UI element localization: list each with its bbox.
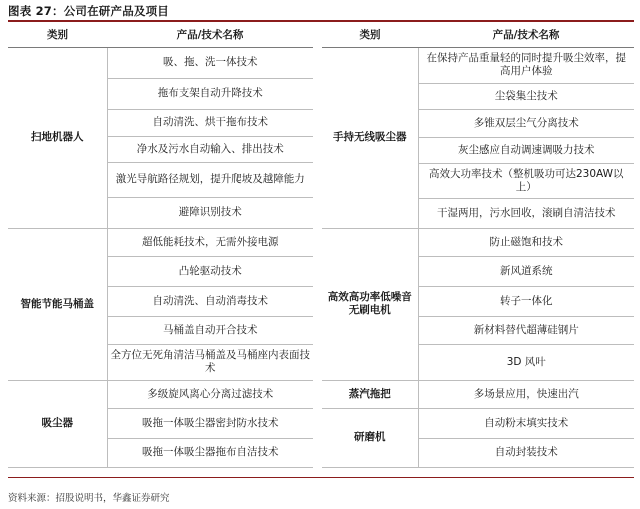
product-cell: 自动清洗、烘干拖布技术: [107, 109, 313, 136]
product-cell: 净水及污水自动输入、排出技术: [107, 136, 313, 162]
left-product-table: [8, 24, 313, 468]
table-row: [322, 47, 634, 83]
product-cell: 3D 风叶: [418, 344, 634, 380]
product-cell: 马桶盖自动开合技术: [107, 316, 313, 344]
product-cell: 吸、拖、洗一体技术: [107, 47, 313, 78]
product-cell: 吸拖一体吸尘器拖布自洁技术: [107, 438, 313, 467]
category-header: 类别: [8, 24, 107, 47]
table-row: [322, 228, 634, 256]
table-row: [8, 47, 313, 78]
category-cell: 手持无线吸尘器: [322, 47, 418, 228]
category-cell: 高效高功率低噪音无刷电机: [322, 228, 418, 380]
product-cell: 在保持产品重量轻的同时提升吸尘效率，提高用户体验: [418, 47, 634, 83]
table-row: [322, 380, 634, 408]
table-row: [322, 408, 634, 438]
category-cell: 蒸汽拖把: [322, 380, 418, 408]
product-cell: 拖布支架自动升降技术: [107, 78, 313, 109]
product-cell: 防止磁饱和技术: [418, 228, 634, 256]
top-rule: [8, 20, 634, 22]
product-cell: 新材料替代超薄硅钢片: [418, 316, 634, 344]
category-cell: 研磨机: [322, 408, 418, 467]
product-cell: 尘袋集尘技术: [418, 83, 634, 109]
category-cell: 吸尘器: [8, 380, 107, 467]
product-cell: 激光导航路径规划，提升爬坡及越障能力: [107, 162, 313, 197]
product-cell: 多级旋风离心分离过滤技术: [107, 380, 313, 408]
product-cell: 凸轮驱动技术: [107, 256, 313, 286]
product-cell: 多锥双层尘气分离技术: [418, 109, 634, 137]
bottom-rule: [8, 477, 634, 478]
product-cell: 避障识别技术: [107, 197, 313, 228]
product-header: 产品/技术名称: [107, 24, 313, 47]
right-product-table: [322, 24, 634, 468]
product-cell: 自动粉末填实技术: [418, 408, 634, 438]
product-cell: 自动封装技术: [418, 438, 634, 467]
table-row: [8, 228, 313, 256]
product-cell: 干湿两用，污水回收，滚刷自清洁技术: [418, 198, 634, 228]
product-cell: 转子一体化: [418, 286, 634, 316]
product-cell: 自动清洗、自动消毒技术: [107, 286, 313, 316]
header-row: [8, 24, 313, 47]
category-cell: 智能节能马桶盖: [8, 228, 107, 380]
chart-title: 图表 27：公司在研产品及项目: [8, 4, 170, 18]
category-cell: 扫地机器人: [8, 47, 107, 228]
product-header: 产品/技术名称: [418, 24, 634, 47]
product-cell: 灰尘感应自动调速调吸力技术: [418, 137, 634, 163]
product-cell: 全方位无死角清洁马桶盖及马桶座内表面技术: [107, 344, 313, 380]
source-note: 资料来源：招股说明书，华鑫证券研究: [8, 493, 170, 504]
product-cell: 吸拖一体吸尘器密封防水技术: [107, 408, 313, 438]
table-row: [8, 380, 313, 408]
category-header: 类别: [322, 24, 418, 47]
product-cell: 多场景应用，快速出汽: [418, 380, 634, 408]
product-cell: 超低能耗技术，无需外接电源: [107, 228, 313, 256]
product-cell: 新风道系统: [418, 256, 634, 286]
product-cell: 高效大功率技术（整机吸功可达230AW以上）: [418, 163, 634, 198]
header-row: [322, 24, 634, 47]
